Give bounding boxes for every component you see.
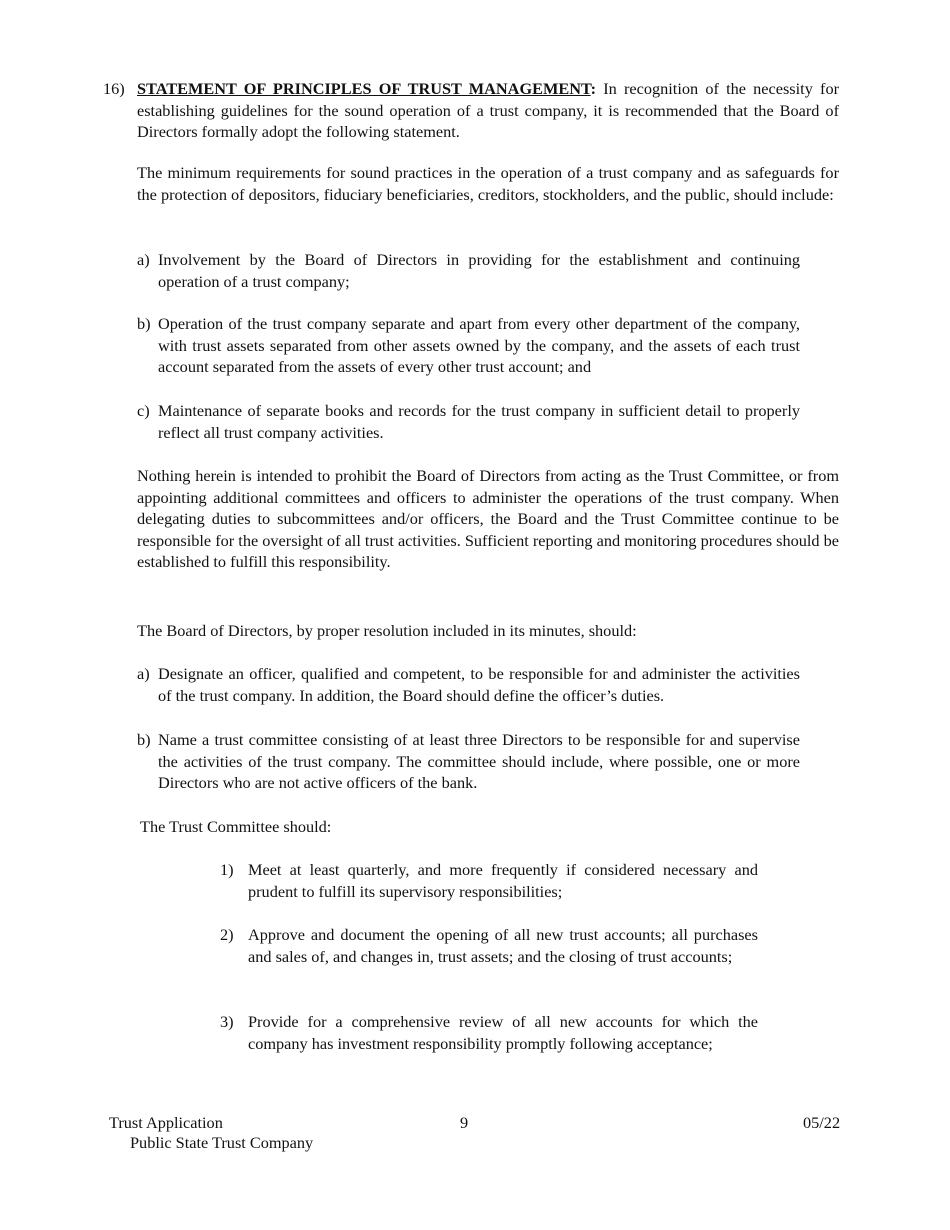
committee-item-text: Approve and document the opening of all new trust accounts; all purchases and sales of, and changes in, trust assets; and the closing of trust accounts; — [248, 925, 758, 966]
requirement-item — [137, 249, 800, 292]
requirement-text: Operation of the trust company separate and apart from every other department of the company, with trust assets separated from other assets owned by the company, and the assets of each trust account separated from the assets of every other trust account; and — [158, 314, 800, 377]
footer-page-number: 9 — [460, 1113, 469, 1132]
committee-item-label: 2) — [220, 925, 234, 944]
committee-item-label: 3) — [220, 1012, 234, 1031]
committee-item — [220, 924, 758, 967]
trust-committee-paragraph: The Trust Committee should: — [140, 817, 332, 836]
section-number: 16) — [103, 79, 125, 98]
requirement-label: a) — [137, 250, 150, 269]
committee-item-text: Provide for a comprehensive review of all new accounts for which the company has investment responsibility promptly following acceptance; — [248, 1012, 758, 1053]
footer-date: 05/22 — [803, 1113, 841, 1132]
board-item-text: Designate an officer, qualified and competent, to be responsible for and administer the activities of the trust company. In addition, the Board should define the officer’s duties. — [158, 664, 800, 705]
minimum-requirements-paragraph: The minimum requirements for sound practices in the operation of a trust company and as safeguards for the protection of depositors, fiduciary beneficiaries, creditors, stockholders, and the public, should include: — [137, 163, 839, 204]
section-intro-paragraph — [137, 78, 839, 143]
committee-item-text: Meet at least quarterly, and more frequently if considered necessary and prudent to fulfill its supervisory responsibilities; — [248, 860, 758, 901]
board-item-text: Name a trust committee consisting of at least three Directors to be responsible for and supervise the activities of the trust company. The committee should include, where possible, one or more Directors who are not active officers of the bank. — [158, 730, 800, 793]
requirement-item — [137, 400, 800, 443]
board-item — [137, 729, 800, 794]
section-heading: STATEMENT OF PRINCIPLES OF TRUST MANAGEMENT — [137, 79, 591, 98]
requirement-text: Involvement by the Board of Directors in providing for the establishment and continuing operation of a trust company; — [158, 250, 800, 291]
requirement-label: b) — [137, 314, 151, 333]
section-intro-text: In recognition of the necessity for establishing guidelines for the sound operation of a trust company, it is recommended that the Board of Directors formally adopt the following statement. — [137, 79, 840, 142]
section-heading-colon: : — [590, 79, 597, 98]
committee-item — [220, 859, 758, 902]
requirement-item — [137, 313, 800, 378]
footer-document-title: Trust Application — [109, 1113, 223, 1132]
nothing-herein-paragraph: Nothing herein is intended to prohibit the Board of Directors from acting as the Trust Committee, or from appointing additional committees and officers to administer the operations of the trust company. When delegating duties to subcommittees and/or officers, the Board and the Trust Committee continue to be responsible for the oversight of all trust activities. Sufficient reporting and monitoring procedures should be established to fulfill this responsibility. — [137, 466, 839, 572]
committee-item — [220, 1011, 758, 1054]
section-16 — [103, 78, 839, 143]
committee-item-label: 1) — [220, 860, 234, 879]
board-item-label: a) — [137, 664, 150, 683]
board-item — [137, 663, 800, 706]
footer-company-name: Public State Trust Company — [130, 1133, 314, 1152]
board-item-label: b) — [137, 730, 151, 749]
requirement-text: Maintenance of separate books and records for the trust company in sufficient detail to properly reflect all trust company activities. — [158, 401, 800, 442]
requirement-label: c) — [137, 401, 150, 420]
board-resolution-paragraph: The Board of Directors, by proper resolution included in its minutes, should: — [137, 621, 637, 640]
